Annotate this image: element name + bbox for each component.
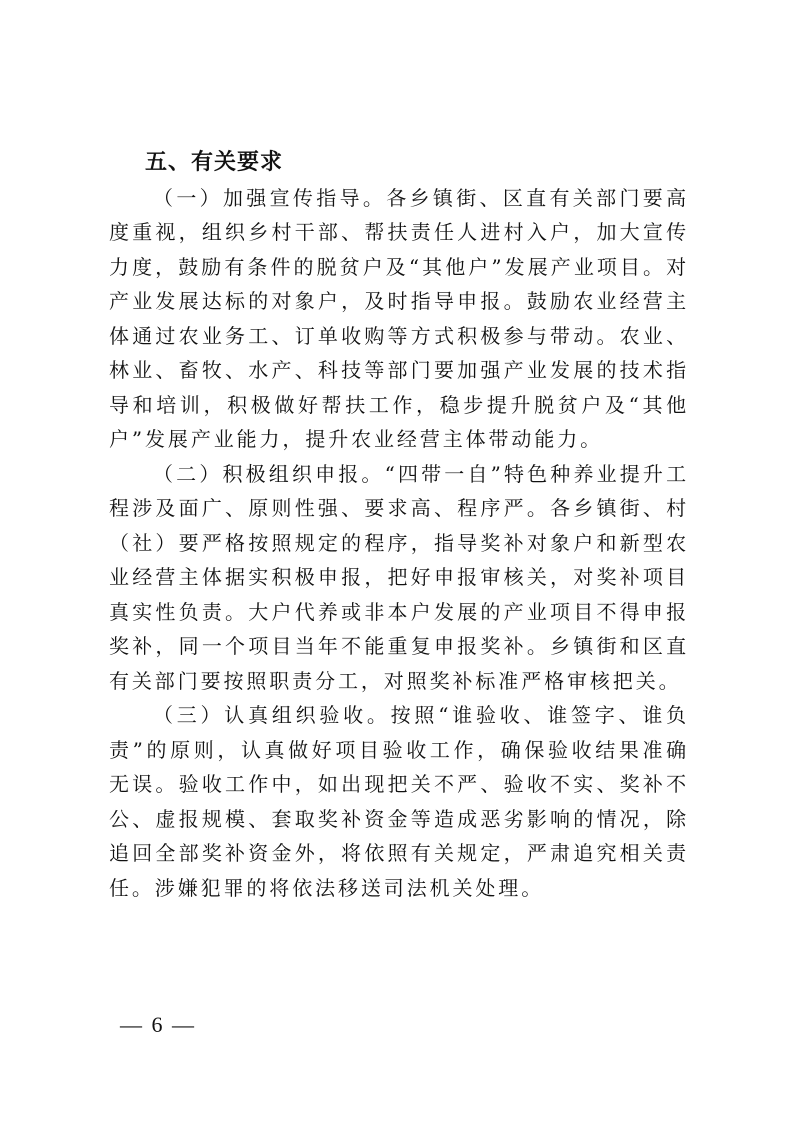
- paragraph-organize-application: （二）积极组织申报。“四带一自”特色种养业提升工程涉及面广、原则性强、要求高、程序严。各乡镇街、村（社）要严格按照规定的程序，指导奖补对象户和新型农业经营主体据实积极申报，把好申报审核关，对奖补项目真实性负责。大户代养或非本户发展的产业项目不得申报奖补，同一个项目当年不能重复申报奖补。乡镇街和区直有关部门要按照职责分工，对照奖补标准严格审核把关。: [109, 461, 689, 693]
- paragraph-publicity-guidance: （一）加强宣传指导。各乡镇街、区直有关部门要高度重视，组织乡村干部、帮扶责任人进村入户，加大宣传力度，鼓励有条件的脱贫户及“其他户”发展产业项目。对产业发展达标的对象户，及时指导申报。鼓励农业经营主体通过农业务工、订单收购等方式积极参与带动。农业、林业、畜牧、水产、科技等部门要加强产业发展的技术指导和培训，积极做好帮扶工作，稳步提升脱贫户及“其他户”发展产业能力，提升农业经营主体带动能力。: [109, 185, 689, 451]
- document-body: [109, 146, 689, 905]
- page-number: — 6 —: [120, 1012, 196, 1037]
- paragraph-acceptance-inspection: （三）认真组织验收。按照“谁验收、谁签字、谁负责”的原则，认真做好项目验收工作，确保验收结果准确无误。验收工作中，如出现把关不严、验收不实、奖补不公、虚报规模、套取奖补资金等造成恶劣影响的情况，除追回全部奖补资金外，将依照有关规定，严肃追究相关责任。涉嫌犯罪的将依法移送司法机关处理。: [109, 703, 689, 900]
- section-heading: 五、有关要求: [145, 150, 284, 175]
